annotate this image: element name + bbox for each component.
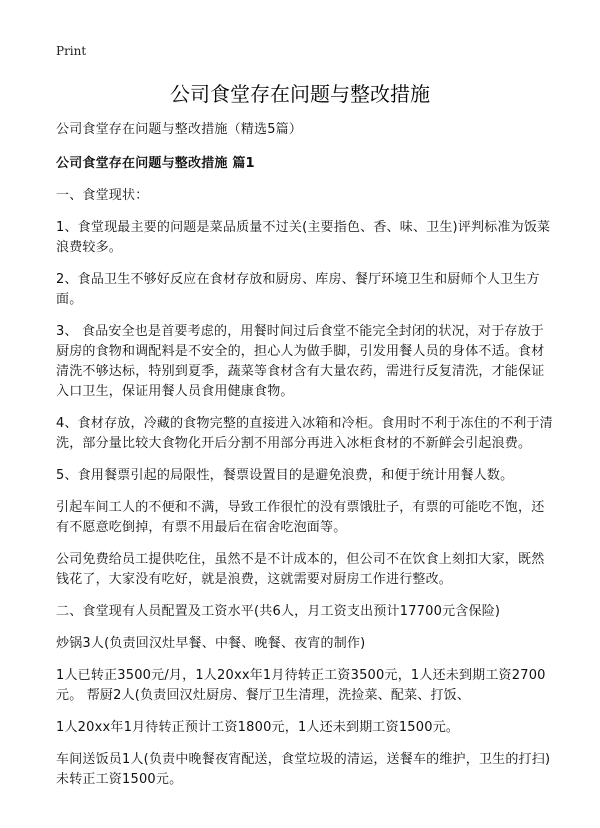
paragraph-cook-wages: 1人已转正3500元/月，1人20xx年1月待转正工资3500元，1人还未到期工资2700元。 帮厨2人(负责回汉灶厨房、餐厅卫生清理，洗捡菜、配菜、打饭、 — [56, 668, 546, 703]
paragraph-item-2: 2、食品卫生不够好反应在食材存放和厨房、库房、餐厅环境卫生和厨师个人卫生方面。 — [56, 272, 540, 307]
paragraph-complaints: 引起车间工人的不便和不满，导致工作很忙的没有票饿肚子，有票的可能吃不饱，还有不愿意吃倒掉，有票不用最后在宿舍吃泡面等。 — [56, 500, 545, 535]
paragraph-delivery-staff: 车间送饭员1人(负责中晚餐夜宵配送，食堂垃圾的清运，送餐车的维护，卫生的打扫) 未转正工资1500元。 — [56, 752, 551, 787]
paragraph-helper-wages: 1人20xx年1月待转正预计工资1800元，1人还未到期工资1500元。 — [56, 720, 460, 735]
document-body — [56, 120, 556, 802]
print-label: Print — [56, 44, 87, 58]
paragraph-item-4: 4、食材存放，冷藏的食物完整的直接进入冰箱和冷柜。食用时不利于冻住的不利于清洗，部分量比较大食物化开后分割不用部分再进入冰柜食材的不新鲜会引起浪费。 — [56, 416, 553, 451]
document-title: 公司食堂存在问题与整改措施 — [170, 82, 430, 106]
paragraph-canteen-status: 一、食堂现状： — [56, 188, 149, 203]
paragraph-item-3: 3、 食品安全也是首要考虑的，用餐时间过后食堂不能完全封闭的状况，对于存放于厨房的食物和调配料是不安全的，担心人为做手脚，引发用餐人员的身体不适。食材 清洗不够达标，特别到夏季，蔬菜等食材含有大量农药，需进行反复清洗，才能保证入口卫生，保证用餐人员食用健康食物。 — [56, 324, 545, 399]
document-subtitle: 公司食堂存在问题与整改措施（精选5篇） — [56, 122, 303, 137]
paragraph-item-5: 5、食用餐票引起的局限性，餐票设置目的是避免浪费，和便于统计用餐人数。 — [56, 468, 514, 483]
paragraph-free-meals: 公司免费给员工提供吃住，虽然不是不计成本的，但公司不在饮食上刻扣大家，既然钱花了，大家没有吃好，就是浪费，这就需要对厨房工作进行整改。 — [56, 552, 545, 587]
paragraph-item-1: 1、食堂现最主要的问题是菜品质量不过关(主要指色、香、味、卫生)评判标准为饭菜浪费较多。 — [56, 220, 551, 255]
section-heading: 公司食堂存在问题与整改措施 篇1 — [56, 156, 255, 171]
paragraph-staffing-heading: 二、食堂现有人员配置及工资水平(共6人，月工资支出预计17700元含保险) — [56, 604, 501, 619]
paragraph-cooks: 炒锅3人(负责回汉灶早餐、中餐、晚餐、夜宵的制作) — [56, 636, 366, 651]
